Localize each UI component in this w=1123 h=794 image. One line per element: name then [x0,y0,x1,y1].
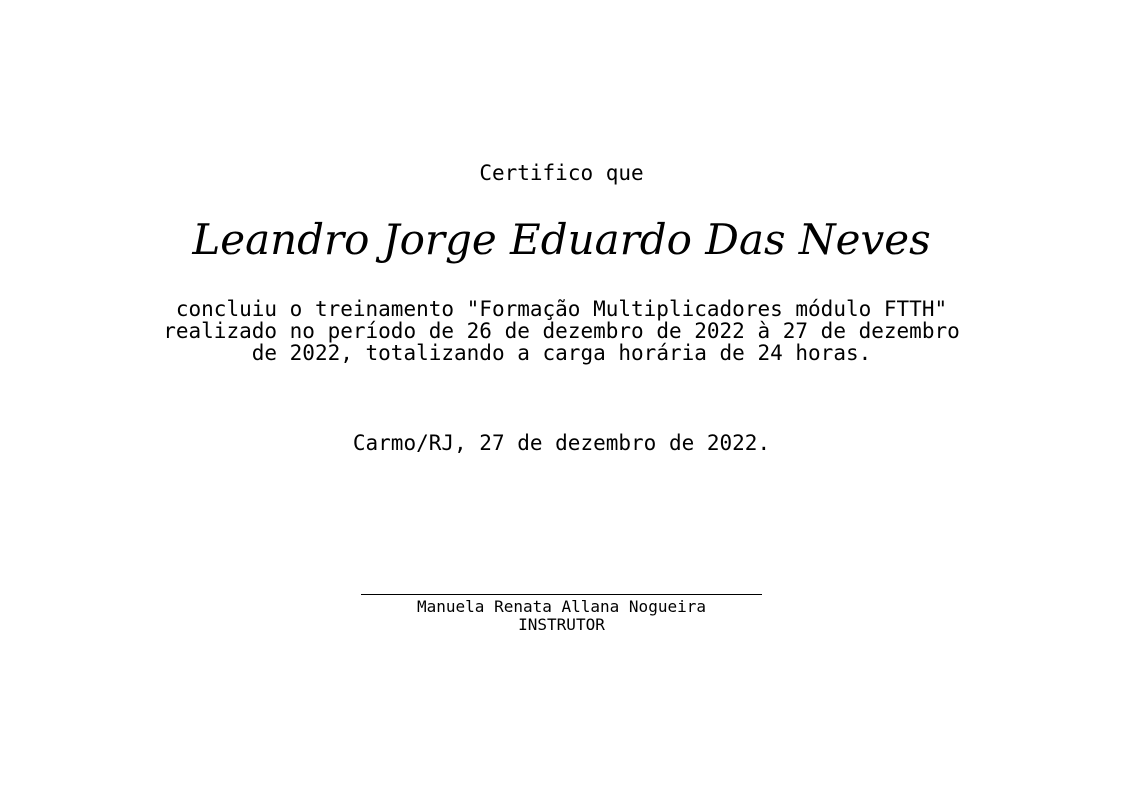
body-line-1: concluiu o treinamento "Formação Multiplicadores módulo FTTH" [175,297,948,321]
signatory-role: INSTRUTOR [518,615,605,634]
certificate-body [140,298,983,364]
place-date: Carmo/RJ, 27 de dezembro de 2022. [352,431,771,455]
signatory-name: Manuela Renata Allana Nogueira [417,597,706,616]
body-line-3: de 2022, totalizando a carga horária de 24 horas. [251,341,872,365]
recipient-name: Leandro Jorge Eduardo Das Neves [192,215,931,264]
body-line-2: realizado no período de 26 de dezembro de 2022 à 27 de dezembro [163,319,960,343]
signature-line [361,594,762,595]
certificate-intro: Certifico que [479,161,644,185]
